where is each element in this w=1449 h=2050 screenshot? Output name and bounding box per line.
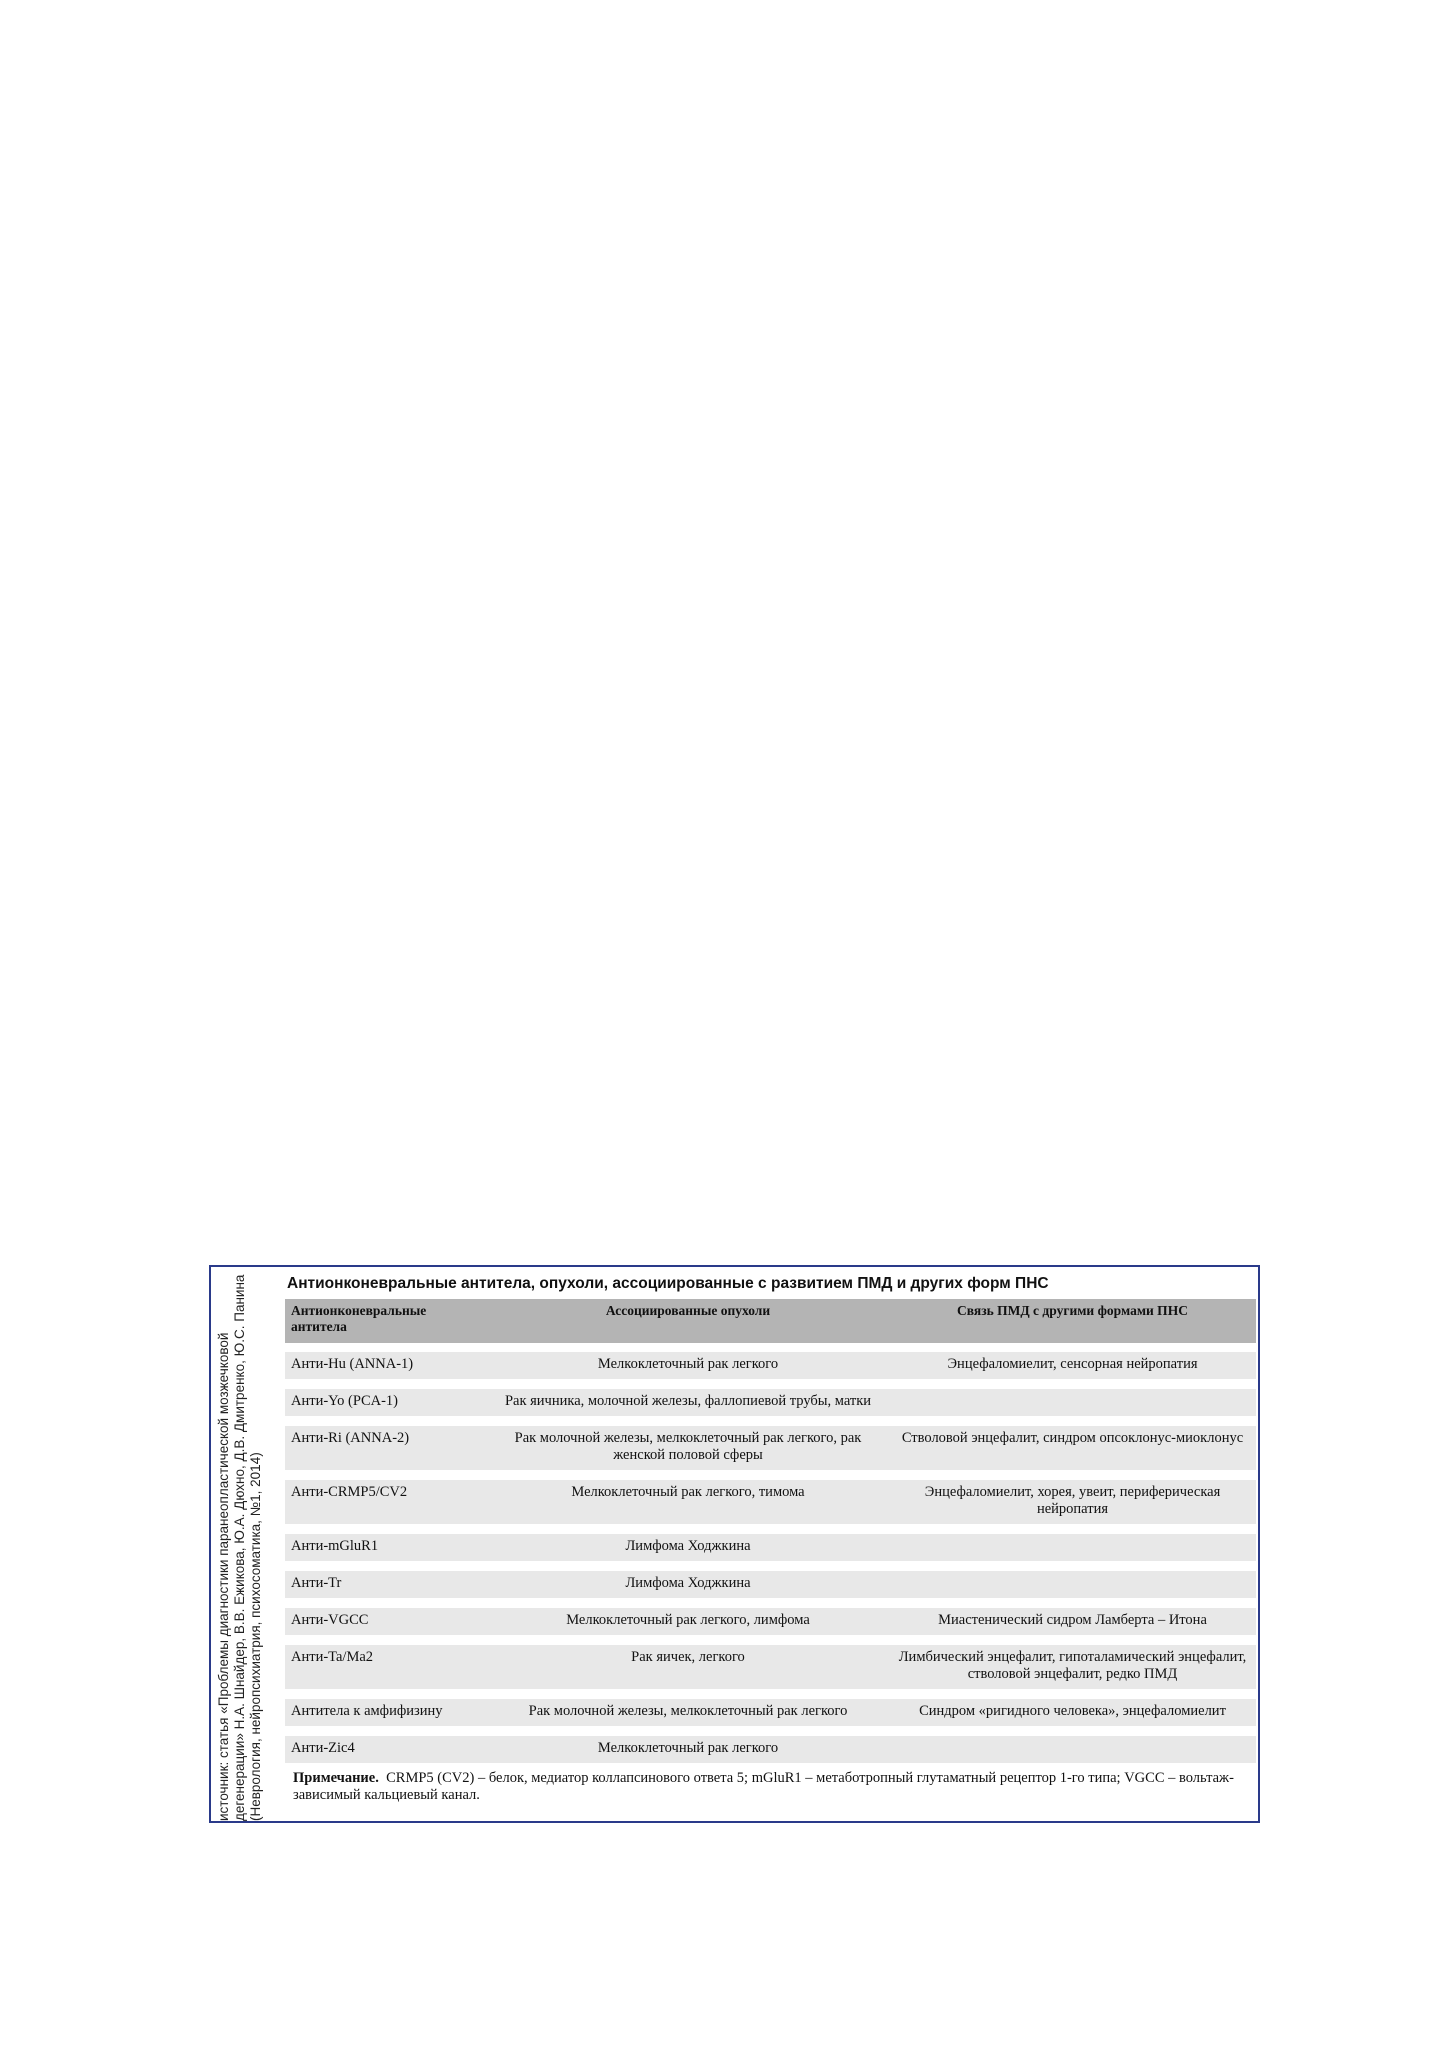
cell-antibody: Анти-Yo (PCA-1) — [285, 1384, 487, 1421]
cell-link — [889, 1384, 1256, 1421]
table-row — [285, 1640, 1256, 1694]
table-row — [285, 1348, 1256, 1385]
cell-link — [889, 1529, 1256, 1566]
cell-link: Синдром «ригидного человека», энцефаломиелит — [889, 1694, 1256, 1731]
cell-tumors: Мелкоклеточный рак легкого — [487, 1348, 889, 1385]
table-row — [285, 1529, 1256, 1566]
source-caption-area — [214, 1267, 278, 1821]
table-figure — [209, 1265, 1260, 1823]
table-row — [285, 1384, 1256, 1421]
cell-link: Энцефаломиелит, сенсорная нейропатия — [889, 1348, 1256, 1385]
cell-antibody: Анти-Ta/Ma2 — [285, 1640, 487, 1694]
table-content — [285, 1267, 1256, 1804]
cell-antibody: Анти-CRMP5/CV2 — [285, 1475, 487, 1529]
cell-antibody: Анти-VGCC — [285, 1603, 487, 1640]
table-title: Антионконевральные антитела, опухоли, ассоциированные с развитием ПМД и других форм ПНС — [287, 1275, 1049, 1292]
cell-antibody: Анти-Zic4 — [285, 1731, 487, 1763]
cell-antibody: Анти-Tr — [285, 1566, 487, 1603]
source-caption: источник: статья «Проблемы диагностики паранеопластической мозжечковой дегенерации» Н.А. Шнайдер, В.В. Ежикова, Ю.А. Дюхно, Д.В. Дмитренко, Ю.С. Панина (Неврология, нейропсихиатрия, психосоматика, №1, 2014) — [216, 1274, 263, 1821]
cell-tumors: Рак молочной железы, мелкоклеточный рак легкого — [487, 1694, 889, 1731]
cell-link: Миастенический сидром Ламберта – Итона — [889, 1603, 1256, 1640]
cell-tumors: Лимфома Ходжкина — [487, 1529, 889, 1566]
cell-link: Энцефаломиелит, хорея, увеит, периферическая нейропатия — [889, 1475, 1256, 1529]
note-text: CRMP5 (CV2) – белок, медиатор коллапсинового ответа 5; mGluR1 – метаботропный глутаматный рецептор 1-го типа; VGCC – вольтаж-зависимый кальциевый канал. — [293, 1770, 1234, 1803]
cell-tumors: Рак молочной железы, мелкоклеточный рак легкого, рак женской половой сферы — [487, 1421, 889, 1475]
table-note — [293, 1770, 1256, 1804]
antibody-table — [285, 1299, 1256, 1763]
cell-tumors: Рак яичек, легкого — [487, 1640, 889, 1694]
table-header-row — [285, 1299, 1256, 1348]
cell-tumors: Мелкоклеточный рак легкого, тимома — [487, 1475, 889, 1529]
table-row — [285, 1603, 1256, 1640]
cell-antibody: Анти-Ri (ANNA-2) — [285, 1421, 487, 1475]
cell-antibody: Анти-mGluR1 — [285, 1529, 487, 1566]
header-antibodies: Антионконевральные антитела — [285, 1299, 487, 1348]
cell-tumors: Мелкоклеточный рак легкого, лимфома — [487, 1603, 889, 1640]
header-tumors: Ассоциированные опухоли — [487, 1299, 889, 1348]
table-row — [285, 1566, 1256, 1603]
cell-tumors: Рак яичника, молочной железы, фаллопиевой трубы, матки — [487, 1384, 889, 1421]
cell-tumors: Мелкоклеточный рак легкого — [487, 1731, 889, 1763]
cell-antibody: Анти-Hu (ANNA-1) — [285, 1348, 487, 1385]
note-label: Примечание. — [293, 1770, 379, 1786]
table-row — [285, 1421, 1256, 1475]
cell-tumors: Лимфома Ходжкина — [487, 1566, 889, 1603]
cell-link — [889, 1566, 1256, 1603]
cell-link: Стволовой энцефалит, синдром опсоклонус-миоклонус — [889, 1421, 1256, 1475]
table-row — [285, 1694, 1256, 1731]
cell-link: Лимбический энцефалит, гипоталамический энцефалит, стволовой энцефалит, редко ПМД — [889, 1640, 1256, 1694]
cell-link — [889, 1731, 1256, 1763]
table-row — [285, 1731, 1256, 1763]
header-link: Связь ПМД с другими формами ПНС — [889, 1299, 1256, 1348]
table-row — [285, 1475, 1256, 1529]
cell-antibody: Антитела к амфифизину — [285, 1694, 487, 1731]
